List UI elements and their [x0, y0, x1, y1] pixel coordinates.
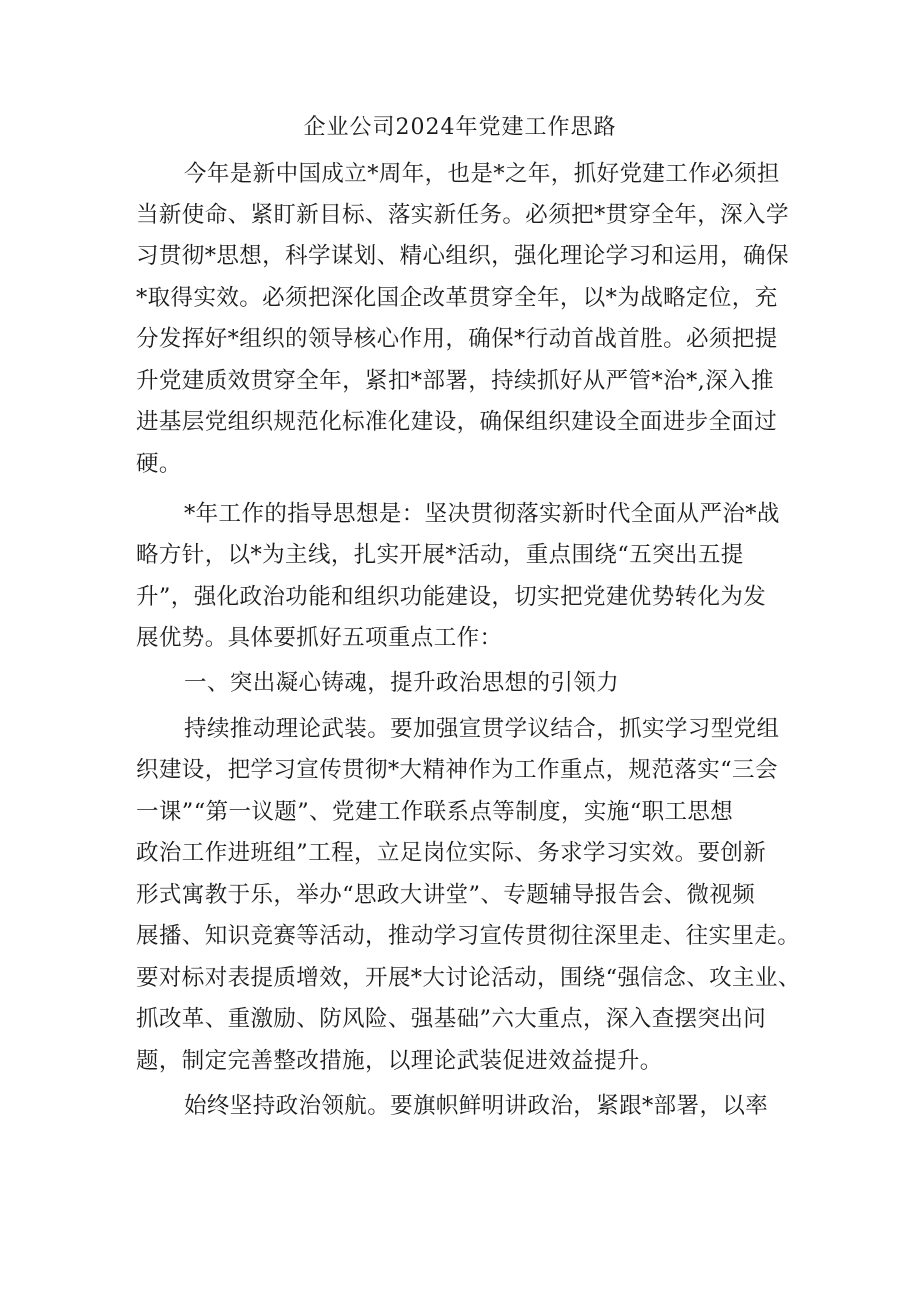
paragraph-line: 升”，强化政治功能和组织功能建设，切实把党建优势转化为发: [136, 584, 767, 610]
paragraph-line: 升党建质效贯穿全年，紧扣*部署，持续抓好从严管*治*,深入推: [136, 368, 774, 394]
paragraph-line: 进基层党组织规范化标准化建设，确保组织建设全面进步全面过: [136, 409, 778, 435]
paragraph-line: 始终坚持政治领航。要旗帜鲜明讲政治，紧跟*部署，以率: [184, 1093, 769, 1119]
paragraph-line: 题，制定完善整改措施，以理论武装促进效益提升。: [136, 1048, 663, 1074]
paragraph-line: 抓改革、重激励、防风险、强基础”六大重点，深入查摆突出问: [136, 1006, 767, 1032]
paragraph-line: 展优势。具体要抓好五项重点工作：: [136, 625, 503, 651]
paragraph-line: 要对标对表提质增效，开展*大讨论活动，围绕“强信念、攻主业、: [136, 965, 801, 991]
paragraph-line: 当新使命、紧盯新目标、落实新任务。必须把*贯穿全年，深入学: [136, 202, 789, 228]
paragraph-line: 展播、知识竞赛等活动，推动学习宣传贯彻往深里走、往实里走。: [136, 923, 801, 949]
paragraph-line: 硬。: [136, 451, 182, 477]
section-heading: 一、突出凝心铸魂，提升政治思想的引领力: [184, 670, 620, 696]
paragraph-line: 分发挥好*组织的领导核心作用，确保*行动首战首胜。必须把提: [136, 326, 778, 352]
paragraph-line: *年工作的指导思想是：坚决贯彻落实新时代全面从严治*战: [184, 501, 780, 527]
paragraph-line: 织建设，把学习宣传贯彻*大精神作为工作重点，规范落实“三会: [136, 757, 778, 783]
paragraph-line: 习贯彻*思想，科学谋划、精心组织，强化理论学习和运用，确保: [136, 243, 789, 269]
paragraph-line: 形式寓教于乐，举办“思政大讲堂”、专题辅导报告会、微视频: [136, 882, 756, 908]
paragraph-line: 略方针，以*为主线，扎实开展*活动，重点围绕“五突出五提: [136, 542, 744, 568]
paragraph-line: 今年是新中国成立*周年，也是*之年，抓好党建工作必须担: [184, 161, 780, 187]
paragraph-line: *取得实效。必须把深化国企改革贯穿全年，以*为战略定位，充: [136, 285, 778, 311]
paragraph-line: 政治工作进班组”工程，立足岗位实际、务求学习实效。要创新: [136, 840, 767, 866]
paragraph-line: 一课”“第一议题”、党建工作联系点等制度，实施“职工思想: [136, 799, 734, 825]
paragraph-line: 持续推动理论武装。要加强宣贯学议结合，抓实学习型党组: [184, 716, 780, 742]
document-title: 企业公司2024年党建工作思路: [303, 115, 617, 140]
